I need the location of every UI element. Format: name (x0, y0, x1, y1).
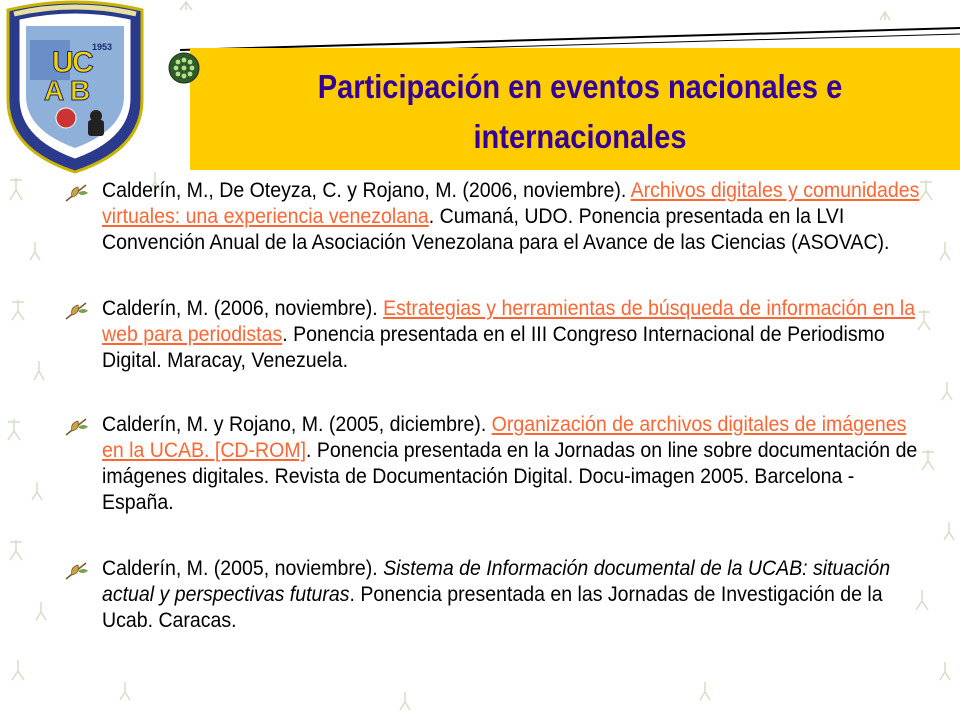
entry-italic-title: Sistema de Información documental de la UCAB: situación actual y perspectivas futuras (102, 557, 891, 606)
slide-title-line2: internacionales (473, 118, 687, 155)
leaf-bullet-icon (64, 183, 90, 203)
leaf-bullet-icon (64, 561, 90, 581)
svg-text:1953: 1953 (92, 42, 113, 52)
green-knob-icon (168, 52, 200, 84)
entry-citation-pre: Calderín, M. y Rojano, M. (2005, diciembre). (102, 413, 492, 436)
entry-link[interactable]: Estrategias y herramientas de búsqueda de información en la web para periodistas (102, 297, 916, 346)
svg-text:C: C (72, 46, 94, 79)
svg-text:B: B (70, 75, 91, 106)
entry-link[interactable]: Archivos digitales y comunidades virtuales: una experiencia venezolana (102, 179, 920, 228)
entry-citation-pre: Calderín, M. (2006, noviembre). (102, 297, 384, 320)
leaf-bullet-icon (64, 417, 90, 437)
entry-link[interactable]: Organización de archivos digitales de imágenes en la UCAB. [CD-ROM] (102, 413, 907, 462)
list-item (64, 556, 904, 634)
slide-title (272, 62, 888, 162)
ucab-shield-logo (0, 0, 150, 175)
entry-citation-post: . Ponencia presentada en la Jornadas on line sobre documentación de imágenes digitales. Revista de Documentación Digital. Docu-imagen 2005. Barcelona - España. (102, 439, 918, 514)
list-item (64, 412, 918, 516)
list-item (64, 296, 916, 374)
entry-citation-post: . Cumaná, UDO. Ponencia presentada en la LVI Convención Anual de la Asociación Venezolana para el Avance de las Ciencias (ASOVAC). (102, 205, 890, 254)
entry-citation-post: . Ponencia presentada en el III Congreso Internacional de Periodismo Digital. Maracay, Venezuela. (102, 323, 885, 372)
list-item (64, 178, 920, 256)
svg-text:A: A (44, 75, 65, 106)
entry-citation-pre: Calderín, M. (2005, noviembre). (102, 557, 384, 580)
svg-text:U: U (52, 46, 74, 79)
entry-citation-post: . Ponencia presentada en las Jornadas de Investigación de la Ucab. Caracas. (102, 583, 883, 632)
entry-citation-pre: Calderín, M., De Oteyza, C. y Rojano, M. (2006, noviembre). (102, 179, 631, 202)
leaf-bullet-icon (64, 301, 90, 321)
slide-title-line1: Participación en eventos nacionales e (317, 68, 843, 105)
publication-list (64, 178, 920, 634)
